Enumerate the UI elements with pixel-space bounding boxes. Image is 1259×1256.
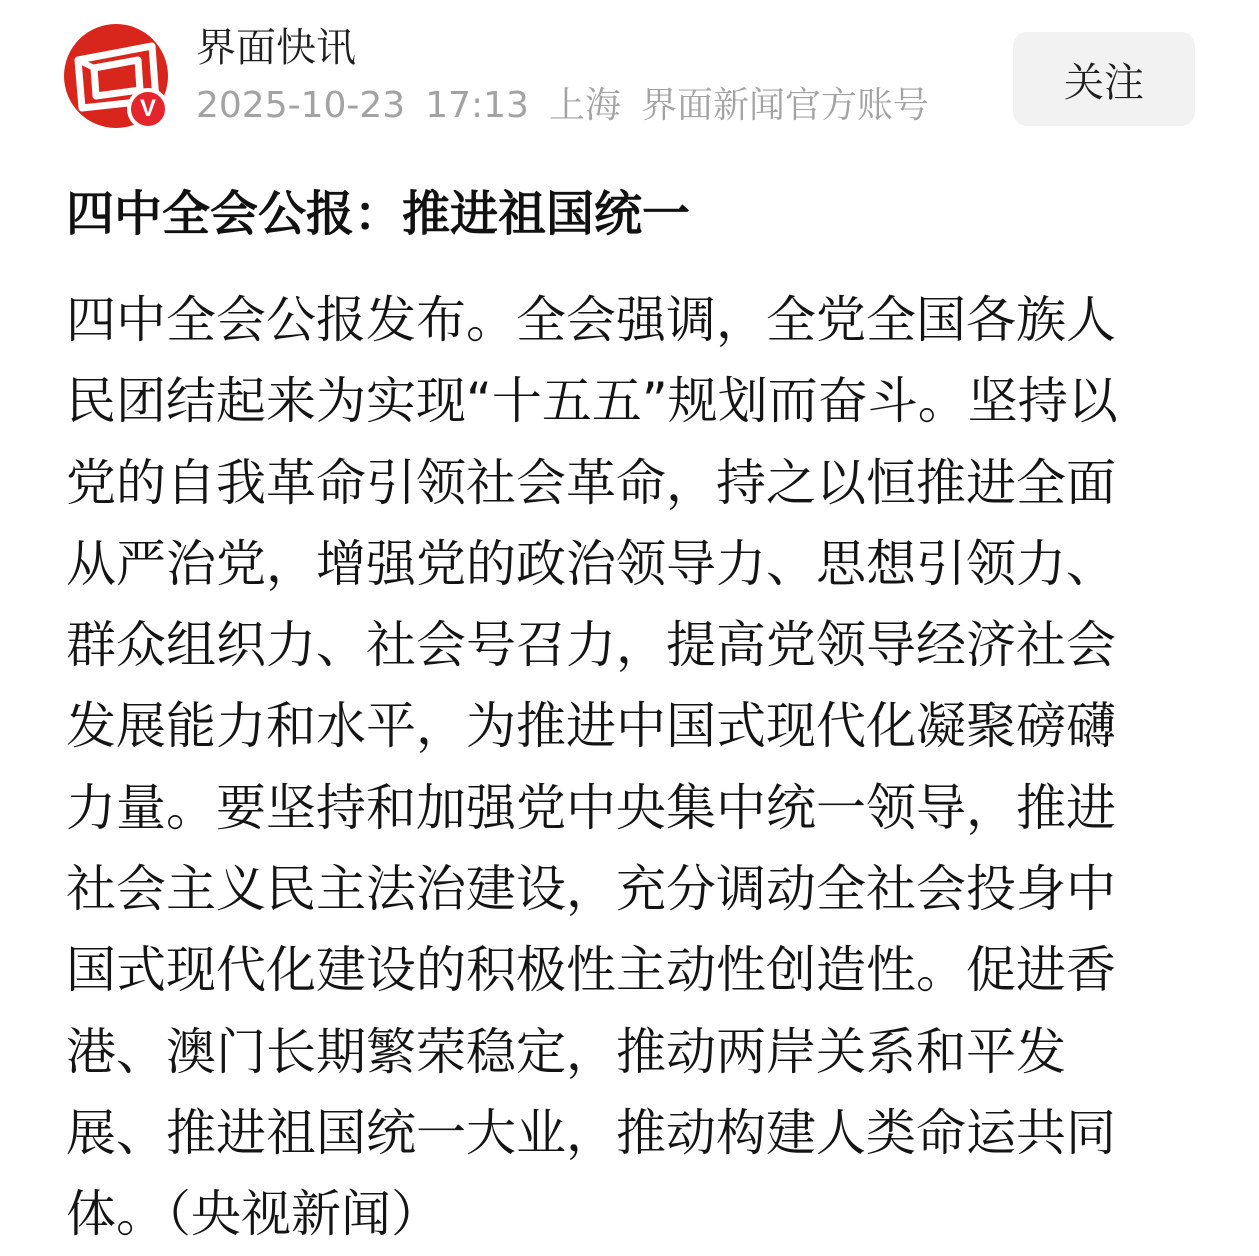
post-time: 17:13 <box>425 85 529 126</box>
body-line: 从严治党，增强党的政治领导力、思想引领力、 <box>66 534 1116 593</box>
body-line: 社会主义民主法治建设，充分调动全社会投身中 <box>66 860 1116 919</box>
account-name[interactable]: 界面快讯 <box>196 25 356 71</box>
body-line: 发展能力和水平，为推进中国式现代化凝聚磅礴 <box>66 697 1116 756</box>
post-meta <box>196 82 949 130</box>
verified-v-icon: V <box>127 88 169 130</box>
body-line: 港、澳门长期繁荣稳定，推动两岸关系和平发 <box>66 1022 1066 1081</box>
article-header <box>0 0 1259 150</box>
body-line: 力量。要坚持和加强党中央集中统一领导，推进 <box>66 778 1116 837</box>
article-body <box>66 280 1166 1256</box>
body-line: 党的自我革命引领社会革命，持之以恒推进全面 <box>66 453 1116 512</box>
article-title: 四中全会公报：推进祖国统一 <box>66 186 691 242</box>
body-line: 体。（央视新闻） <box>66 1185 441 1244</box>
body-line: 群众组织力、社会号召力，提高党领导经济社会 <box>66 616 1116 675</box>
follow-button[interactable]: 关注 <box>1013 32 1195 126</box>
body-line: 展、推进祖国统一大业，推动构建人类命运共同 <box>66 1103 1116 1162</box>
post-location: 上海 <box>548 85 621 126</box>
account-type: 界面新闻官方账号 <box>640 85 929 126</box>
body-line: 民团结起来为实现“十五五”规划而奋斗。坚持以 <box>66 372 1118 431</box>
post-date: 2025-10-23 <box>196 85 406 126</box>
body-line: 国式现代化建设的积极性主动性创造性。促进香 <box>66 941 1116 1000</box>
body-line: 四中全会公报发布。全会强调，全党全国各族人 <box>66 291 1116 349</box>
